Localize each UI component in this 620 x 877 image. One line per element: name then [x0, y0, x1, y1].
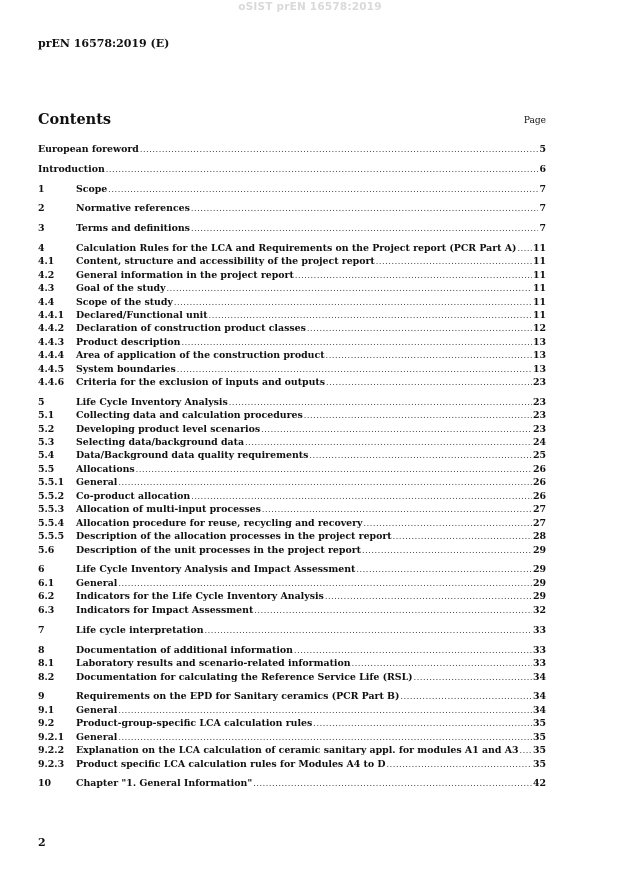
toc-entry-page: 33 — [532, 625, 546, 636]
toc-entry-page: 11 — [532, 270, 546, 281]
toc-entry[interactable] — [38, 564, 546, 576]
toc-entry[interactable] — [38, 705, 546, 717]
toc-entry-number: 2 — [38, 203, 45, 214]
toc-entry-title: Product description — [76, 337, 181, 348]
toc-entry[interactable] — [38, 337, 546, 349]
toc-entry-number: 4.1 — [38, 256, 55, 267]
toc-entry-title: General information in the project report — [76, 270, 294, 281]
toc-entry-page: 12 — [532, 323, 546, 334]
toc-entry-page: 26 — [532, 491, 546, 502]
toc-dot-leader — [304, 410, 532, 422]
toc-entry-number: 5.5 — [38, 464, 55, 475]
toc-dot-leader — [118, 705, 532, 717]
toc-entry-title: Declaration of construction product classes — [76, 323, 306, 334]
toc-entry[interactable] — [38, 518, 546, 530]
toc-entry-number: 9.2.2 — [38, 745, 65, 756]
toc-entry[interactable] — [38, 672, 546, 684]
toc-entry-title: Criteria for the exclusion of inputs and outputs — [76, 377, 326, 388]
toc-entry-number: 5.6 — [38, 545, 55, 556]
toc-entry-page: 11 — [532, 256, 546, 267]
toc-entry[interactable] — [38, 531, 546, 543]
toc-entry[interactable] — [38, 491, 546, 503]
toc-entry[interactable] — [38, 605, 546, 617]
toc-entry-page: 34 — [532, 705, 546, 716]
toc-entry-title: Laboratory results and scenario-related information — [76, 658, 351, 669]
toc-entry-page: 33 — [532, 645, 546, 656]
toc-entry-title: Selecting data/background data — [76, 437, 245, 448]
toc-entry-page: 29 — [532, 591, 546, 602]
toc-entry-number: 5.4 — [38, 450, 55, 461]
toc-dot-leader — [140, 144, 539, 156]
toc-entry-title: Data/Background data quality requirements — [76, 450, 309, 461]
toc-entry-title: Documentation of additional information — [76, 645, 293, 656]
toc-entry-number: 9.1 — [38, 705, 55, 716]
toc-entry-title: Normative references — [76, 203, 190, 214]
toc-entry-page: 26 — [532, 477, 546, 488]
toc-entry-number: 6.3 — [38, 605, 55, 616]
toc-entry[interactable] — [38, 591, 546, 603]
toc-entry[interactable] — [38, 464, 546, 476]
toc-entry-title: European foreword — [38, 144, 139, 155]
toc-dot-leader — [325, 591, 532, 603]
toc-dot-leader — [517, 243, 531, 255]
toc-dot-leader — [262, 504, 532, 516]
toc-entry-title: Developing product level scenarios — [76, 424, 261, 435]
toc-entry-title: Life cycle interpretation — [76, 625, 204, 636]
toc-dot-leader — [520, 745, 532, 757]
toc-entry-number: 5.1 — [38, 410, 55, 421]
toc-entry-page: 23 — [532, 410, 546, 421]
toc-entry[interactable] — [38, 625, 546, 637]
toc-entry-number: 9.2.1 — [38, 732, 65, 743]
toc-dot-leader — [393, 531, 532, 543]
toc-entry-title: Calculation Rules for the LCA and Requirements on the Project report (PCR Part A) — [76, 243, 517, 254]
toc-entry-page: 35 — [532, 732, 546, 743]
toc-entry-number: 4.4.6 — [38, 377, 65, 388]
toc-entry-page: 6 — [539, 164, 546, 175]
toc-entry-title: Allocations — [76, 464, 135, 475]
toc-entry[interactable] — [38, 184, 546, 196]
toc-entry-page: 32 — [532, 605, 546, 616]
toc-dot-leader — [307, 323, 532, 335]
toc-entry[interactable] — [38, 477, 546, 489]
toc-entry-title: Co-product allocation — [76, 491, 191, 502]
toc-entry[interactable] — [38, 364, 546, 376]
toc-dot-leader — [174, 297, 532, 309]
toc-entry-number: 4.3 — [38, 283, 55, 294]
toc-entry-number: 5.3 — [38, 437, 55, 448]
toc-dot-leader — [181, 337, 532, 349]
toc-entry[interactable] — [38, 297, 546, 309]
toc-entry[interactable] — [38, 691, 546, 703]
toc-entry-page: 23 — [532, 424, 546, 435]
toc-entry-number: 5.5.3 — [38, 504, 65, 515]
toc-dot-leader — [356, 564, 532, 576]
toc-dot-leader — [177, 364, 532, 376]
toc-entry-page: 23 — [532, 397, 546, 408]
toc-dot-leader — [261, 424, 532, 436]
page-column-label: Page — [523, 116, 546, 126]
toc-entry-number: 4.2 — [38, 270, 55, 281]
toc-entry-title: General — [76, 732, 118, 743]
toc-dot-leader — [387, 759, 532, 771]
toc-entry-page: 35 — [532, 745, 546, 756]
toc-dot-leader — [400, 691, 532, 703]
toc-dot-leader — [191, 223, 539, 235]
toc-entry-title: General — [76, 705, 118, 716]
toc-entry-page: 27 — [532, 504, 546, 515]
toc-entry-page: 13 — [532, 337, 546, 348]
toc-entry-page: 11 — [532, 310, 546, 321]
toc-entry-title: Terms and definitions — [76, 223, 190, 234]
toc-entry-number: 5 — [38, 397, 45, 408]
toc-entry-page: 27 — [532, 518, 546, 529]
toc-entry-page: 7 — [539, 203, 546, 214]
toc-entry-page: 25 — [532, 450, 546, 461]
toc-entry-number: 10 — [38, 778, 52, 789]
toc-entry-page: 35 — [532, 759, 546, 770]
toc-entry-number: 9.2 — [38, 718, 55, 729]
toc-entry-number: 1 — [38, 184, 45, 195]
toc-entry-number: 4.4.1 — [38, 310, 65, 321]
toc-entry-title: Life Cycle Inventory Analysis — [76, 397, 228, 408]
toc-entry-page: 33 — [532, 658, 546, 669]
toc-dot-leader — [209, 310, 532, 322]
toc-entry-title: Introduction — [38, 164, 105, 175]
toc-entry-number: 4.4.5 — [38, 364, 65, 375]
toc-entry-title: General — [76, 477, 118, 488]
toc-entry[interactable] — [38, 424, 546, 436]
toc-entry-title: Scope of the study — [76, 297, 173, 308]
toc-entry-page: 34 — [532, 672, 546, 683]
toc-entry-number: 8.2 — [38, 672, 55, 683]
toc-entry[interactable] — [38, 545, 546, 557]
toc-dot-leader — [108, 184, 538, 196]
toc-entry-number: 6.2 — [38, 591, 55, 602]
toc-entry[interactable] — [38, 732, 546, 744]
toc-entry[interactable] — [38, 718, 546, 730]
toc-entry-number: 8 — [38, 645, 45, 656]
toc-entry-title: Life Cycle Inventory Analysis and Impact Assessment — [76, 564, 356, 575]
toc-entry-title: Product-group-specific LCA calculation rules — [76, 718, 313, 729]
toc-entry[interactable] — [38, 578, 546, 590]
toc-dot-leader — [294, 645, 532, 657]
toc-dot-leader — [254, 605, 532, 617]
document-id: prEN 16578:2019 (E) — [38, 37, 170, 50]
toc-entry-title: Documentation for calculating the Reference Service Life (RSL) — [76, 672, 413, 683]
toc-entry-number: 9 — [38, 691, 45, 702]
toc-dot-leader — [313, 718, 532, 730]
toc-entry-number: 5.5.1 — [38, 477, 65, 488]
toc-entry-title: Content, structure and accessibility of the project report — [76, 256, 375, 267]
toc-entry-title: Requirements on the EPD for Sanitary ceramics (PCR Part B) — [76, 691, 400, 702]
toc-entry[interactable] — [38, 437, 546, 449]
toc-entry[interactable] — [38, 350, 546, 362]
toc-entry-title: Explanation on the LCA calculation of ceramic sanitary appl. for modules A1 and A3 — [76, 745, 519, 756]
toc-entry[interactable] — [38, 759, 546, 771]
toc-entry-number: 8.1 — [38, 658, 55, 669]
toc-entry-title: Area of application of the construction product — [76, 350, 325, 361]
toc-dot-leader — [352, 658, 532, 670]
toc-entry-title: Indicators for Impact Assessment — [76, 605, 254, 616]
contents-heading: Contents — [38, 111, 112, 128]
toc-entry[interactable] — [38, 243, 546, 255]
toc-entry[interactable] — [38, 745, 546, 757]
toc-dot-leader — [167, 283, 532, 295]
toc-dot-leader — [326, 350, 532, 362]
toc-entry-title: Description of the unit processes in the project report — [76, 545, 361, 556]
toc-dot-leader — [364, 518, 532, 530]
toc-entry[interactable] — [38, 164, 546, 176]
toc-dot-leader — [414, 672, 532, 684]
toc-entry-page: 34 — [532, 691, 546, 702]
toc-entry-page: 11 — [532, 297, 546, 308]
toc-entry-page: 29 — [532, 564, 546, 575]
toc-entry-title: Declared/Functional unit — [76, 310, 208, 321]
toc-entry-number: 9.2.3 — [38, 759, 65, 770]
toc-entry-page: 26 — [532, 464, 546, 475]
toc-dot-leader — [106, 164, 539, 176]
toc-entry[interactable] — [38, 410, 546, 422]
toc-entry-title: Scope — [76, 184, 108, 195]
toc-entry-number: 6 — [38, 564, 45, 575]
toc-entry-page: 29 — [532, 545, 546, 556]
toc-entry[interactable] — [38, 203, 546, 215]
toc-entry-title: Collecting data and calculation procedures — [76, 410, 303, 421]
toc-entry-page: 11 — [532, 283, 546, 294]
toc-dot-leader — [118, 578, 532, 590]
toc-entry-title: Allocation procedure for reuse, recycling and recovery — [76, 518, 363, 529]
toc-entry-number: 7 — [38, 625, 45, 636]
toc-dot-leader — [245, 437, 532, 449]
toc-entry[interactable] — [38, 223, 546, 235]
toc-dot-leader — [118, 477, 532, 489]
toc-entry-number: 6.1 — [38, 578, 55, 589]
toc-dot-leader — [253, 778, 532, 790]
toc-entry-title: System boundaries — [76, 364, 176, 375]
toc-entry-page: 11 — [532, 243, 546, 254]
toc-entry-title: Product specific LCA calculation rules for Modules A4 to D — [76, 759, 386, 770]
toc-dot-leader — [326, 377, 532, 389]
toc-entry[interactable] — [38, 323, 546, 335]
toc-dot-leader — [136, 464, 532, 476]
toc-entry[interactable] — [38, 283, 546, 295]
toc-entry-title: General — [76, 578, 118, 589]
toc-entry-page: 5 — [539, 144, 546, 155]
toc-entry-number: 5.5.4 — [38, 518, 65, 529]
toc-entry-page: 7 — [539, 184, 546, 195]
toc-entry-number: 4.4.2 — [38, 323, 65, 334]
toc-entry-page: 13 — [532, 350, 546, 361]
toc-entry-page: 7 — [539, 223, 546, 234]
toc-entry-page: 23 — [532, 377, 546, 388]
toc-dot-leader — [229, 397, 532, 409]
toc-entry-number: 4.4.3 — [38, 337, 65, 348]
toc-entry[interactable] — [38, 504, 546, 516]
toc-entry-number: 4 — [38, 243, 45, 254]
toc-entry-page: 35 — [532, 718, 546, 729]
page-number: 2 — [38, 836, 46, 849]
toc-entry-page: 28 — [532, 531, 546, 542]
toc-dot-leader — [295, 270, 532, 282]
toc-entry-number: 5.5.2 — [38, 491, 65, 502]
toc-entry-title: Description of the allocation processes in the project report — [76, 531, 392, 542]
toc-entry-number: 4.4.4 — [38, 350, 65, 361]
toc-entry[interactable] — [38, 397, 546, 409]
toc-entry[interactable] — [38, 377, 546, 389]
toc-entry[interactable] — [38, 658, 546, 670]
toc-entry-number: 5.2 — [38, 424, 55, 435]
toc-entry[interactable] — [38, 144, 546, 156]
toc-dot-leader — [205, 625, 532, 637]
toc-entry-number: 3 — [38, 223, 45, 234]
toc-entry[interactable] — [38, 778, 546, 790]
toc-dot-leader — [191, 203, 539, 215]
toc-dot-leader — [118, 732, 532, 744]
toc-dot-leader — [362, 545, 532, 557]
toc-entry[interactable] — [38, 310, 546, 322]
toc-entry-number: 5.5.5 — [38, 531, 65, 542]
toc-entry-title: Indicators for the Life Cycle Inventory Analysis — [76, 591, 324, 602]
toc-entry[interactable] — [38, 270, 546, 282]
toc-entry-title: Allocation of multi-input processes — [76, 504, 261, 515]
toc-entry-page: 42 — [532, 778, 546, 789]
toc-entry[interactable] — [38, 645, 546, 657]
toc-entry-page: 13 — [532, 364, 546, 375]
toc-entry-page: 29 — [532, 578, 546, 589]
watermark: oSIST prEN 16578:2019 — [238, 1, 382, 13]
toc-dot-leader — [191, 491, 532, 503]
toc-dot-leader — [309, 450, 532, 462]
toc-entry-title: Chapter "1. General Information" — [76, 778, 253, 789]
toc-entry-page: 24 — [532, 437, 546, 448]
toc-dot-leader — [376, 256, 532, 268]
toc-entry-number: 4.4 — [38, 297, 55, 308]
toc-entry[interactable] — [38, 450, 546, 462]
toc-entry[interactable] — [38, 256, 546, 268]
toc-entry-title: Goal of the study — [76, 283, 166, 294]
